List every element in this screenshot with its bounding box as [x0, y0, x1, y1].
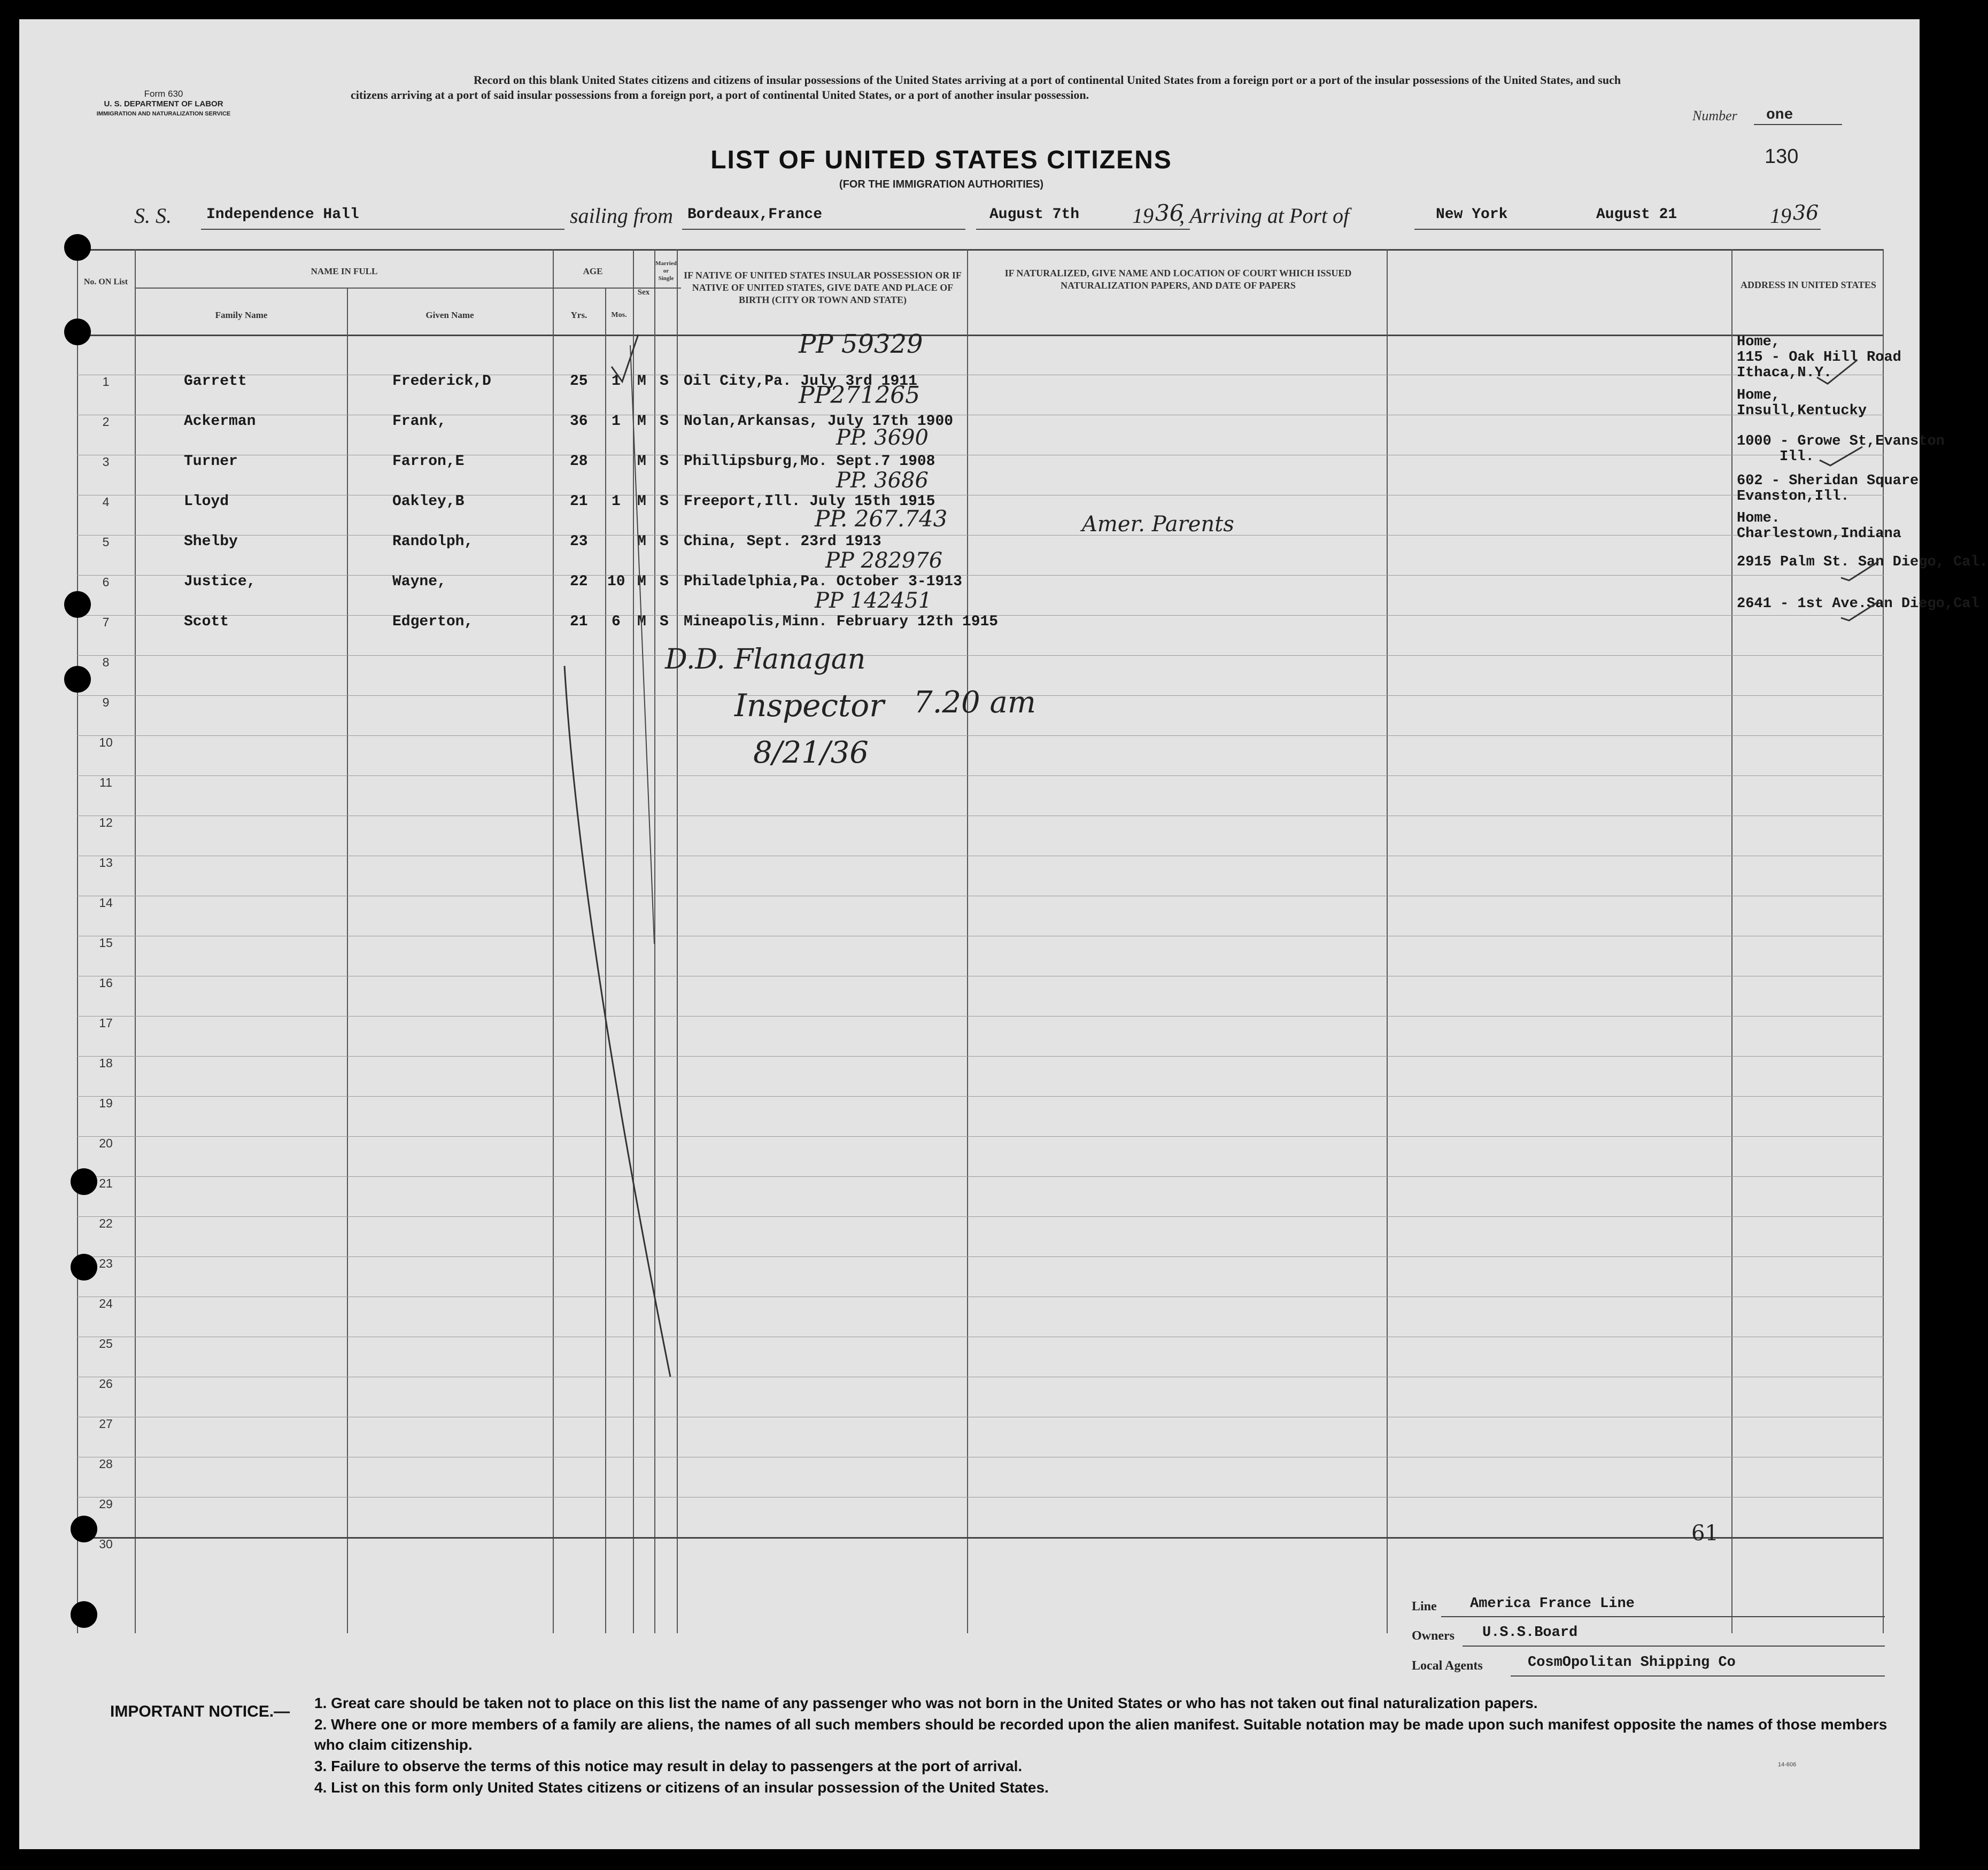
agents-value: CosmOpolitan Shipping Co: [1528, 1655, 1736, 1671]
passenger-age-months: 10: [607, 573, 625, 590]
passenger-age-months: 1: [612, 413, 621, 430]
address-line: Insull,Kentucky: [1737, 403, 1867, 419]
row-number: 23: [99, 1256, 113, 1270]
header-months: Mos.: [611, 311, 627, 319]
passenger-birth: Nolan,Arkansas, July 17th 1900: [684, 413, 954, 430]
row-number: 18: [99, 1056, 113, 1070]
line-label: Line: [1412, 1600, 1437, 1613]
header-married-single: Married or Single: [655, 260, 677, 282]
passenger-marital-status: S: [660, 413, 669, 430]
passenger-age-years: 21: [570, 493, 588, 510]
passenger-age-years: 28: [570, 453, 588, 470]
row-number: 27: [99, 1417, 113, 1431]
page-title: LIST OF UNITED STATES CITIZENS: [710, 146, 1172, 174]
address-line: Evanston,Ill.: [1737, 488, 1850, 505]
inspector-signature: D.D. Flanagan: [665, 643, 866, 676]
row-number: 24: [99, 1297, 113, 1310]
passport-annotation: PP. 3690: [836, 425, 929, 450]
passenger-age-years: 21: [570, 614, 588, 630]
passenger-sex: M: [637, 413, 646, 430]
header-birth-place: IF NATIVE OF UNITED STATES INSULAR POSSESSION OR IF NATIVE OF UNITED STATES, GIVE DATE AND PLACE OF BIRTH (CITY OR TOWN AND STATE): [684, 270, 962, 305]
passenger-sex: M: [637, 614, 646, 630]
row-number: 10: [99, 735, 113, 749]
passenger-age-months: 6: [612, 614, 621, 630]
arrival-date-underline: [1591, 229, 1821, 230]
passenger-age-months: 1: [612, 493, 621, 510]
address-line: 2915 Palm St. San Diego, Cal.: [1737, 554, 1988, 570]
check-mark-icon: [1820, 447, 1862, 465]
passenger-sex: M: [637, 453, 646, 470]
sail-date: August 7th: [989, 206, 1080, 223]
row-number: 3: [102, 455, 110, 469]
passenger-sex: M: [637, 573, 646, 590]
address-line: Home,: [1737, 334, 1781, 350]
preamble-text: Record on this blank United States citizens and citizens of insular possessions of the United States arriving at a port of continental United States from a foreign port or a port of the insular possessions of the United States, and such citizens arriving at a port of said insular possessions from a foreign port, a port of continental United States, or a port of another insular possession.: [351, 73, 1621, 102]
row-number: 8: [102, 655, 110, 669]
ship-underline: [201, 229, 564, 230]
service-name: IMMIGRATION AND NATURALIZATION SERVICE: [96, 111, 231, 117]
header-naturalization: IF NATURALIZED, GIVE NAME AND LOCATION OF COURT WHICH ISSUED NATURALIZATION PAPERS, AND DATE OF PAPERS: [1004, 268, 1352, 291]
notice-heading: IMPORTANT NOTICE.—: [110, 1703, 290, 1720]
address-line: 2641 - 1st Ave.San Diego,Cal: [1737, 596, 1979, 612]
agents-underline: [1511, 1675, 1885, 1677]
passport-annotation: PP 59329: [799, 329, 923, 359]
passenger-family-name: Turner: [184, 453, 238, 470]
punch-hole: [71, 1254, 97, 1281]
passport-annotation: PP 282976: [825, 548, 943, 573]
sail-year-prefix: 19: [1132, 204, 1154, 228]
address-line: Ill.: [1780, 449, 1814, 465]
passenger-age-years: 25: [570, 373, 588, 390]
agents-label: Local Agents: [1412, 1659, 1483, 1673]
row-number: 19: [99, 1096, 113, 1110]
punch-hole: [71, 1516, 97, 1542]
parents-annotation: Amer. Parents: [1082, 512, 1234, 537]
passport-annotation: PP271265: [799, 382, 920, 409]
header-age: AGE: [583, 266, 603, 276]
passenger-marital-status: S: [660, 533, 669, 550]
owners-value: U.S.S.Board: [1482, 1625, 1578, 1641]
address-line: Ithaca,N.Y.: [1737, 365, 1832, 381]
row-number: 1: [102, 375, 110, 389]
sailing-label: sailing from: [570, 204, 673, 228]
row-number: 7: [102, 615, 110, 629]
manifest-table: [77, 249, 1988, 1633]
header-name-in-full: NAME IN FULL: [311, 266, 378, 276]
passenger-marital-status: S: [660, 573, 669, 590]
origin-underline: [682, 229, 965, 230]
passenger-marital-status: S: [660, 373, 669, 390]
passenger-sex: M: [637, 373, 646, 390]
address-line: Home.: [1737, 510, 1781, 526]
header-no-on-list: No. ON List: [83, 277, 128, 286]
passenger-family-name: Ackerman: [184, 413, 256, 430]
arrival-year: 36: [1793, 201, 1819, 224]
passenger-age-years: 36: [570, 413, 588, 430]
address-line: 602 - Sheridan Square: [1737, 473, 1919, 489]
passenger-birth: Mineapolis,Minn. February 12th 1915: [684, 614, 999, 630]
check-mark-icon: [1841, 562, 1878, 580]
inspection-date: 8/21/36: [753, 735, 869, 770]
notice-item: 2. Where one or more members of a family are aliens, the names of all such members should be recorded upon the alien manifest. Suitable notation may be made upon such manifest opposite the names of those members who claim citizenship.: [314, 1716, 1888, 1753]
address-line: 1000 - Growe St,Evanston: [1737, 433, 1945, 449]
line-underline: [1441, 1616, 1885, 1617]
arrival-port: New York: [1436, 206, 1508, 223]
passenger-family-name: Shelby: [184, 533, 238, 550]
passenger-marital-status: S: [660, 493, 669, 510]
line-value: America France Line: [1470, 1596, 1635, 1612]
owners-underline: [1463, 1646, 1885, 1647]
row-number: 4: [102, 495, 110, 509]
header-address: ADDRESS IN UNITED STATES: [1741, 280, 1876, 290]
form-identification: [62, 89, 265, 119]
inspector-title: Inspector: [734, 687, 884, 724]
passenger-given-name: Frank,: [392, 413, 446, 430]
inspection-time: 7.20 am: [914, 685, 1036, 720]
print-code: 14-606: [1778, 1762, 1797, 1768]
arriving-label: , Arriving at Port of: [1179, 204, 1350, 228]
passenger-birth: Freeport,Ill. July 15th 1915: [684, 493, 935, 510]
passenger-birth: Oil City,Pa. July 3rd 1911: [684, 373, 917, 390]
department-name: U. S. DEPARTMENT OF LABOR: [104, 99, 223, 108]
passenger-sex: M: [637, 493, 646, 510]
pen-stroke: [564, 666, 670, 1377]
row-number: 13: [99, 856, 113, 870]
check-mark-icon: [1841, 602, 1878, 620]
check-mark-icon: [612, 335, 638, 382]
header-given-name: Given Name: [426, 310, 474, 320]
passenger-family-name: Scott: [184, 614, 229, 630]
punch-hole: [64, 234, 91, 261]
row-number: 9: [102, 695, 110, 709]
notice-item: 1. Great care should be taken not to place on this list the name of any passenger who was not born in the United States or who has not taken out final naturalization papers.: [314, 1695, 1538, 1711]
address-line: Home,: [1737, 387, 1781, 404]
row-number: 11: [99, 775, 112, 789]
manifest-sheet: [19, 19, 1988, 1849]
header-years: Yrs.: [570, 310, 587, 320]
arrival-date: August 21: [1596, 206, 1677, 223]
form-number: Form 630: [144, 89, 183, 99]
row-number: 5: [102, 535, 110, 549]
passport-annotation: PP 142451: [815, 588, 932, 613]
ship-name: Independence Hall: [206, 206, 359, 223]
row-number: 22: [99, 1216, 113, 1230]
number-label: Number: [1692, 108, 1737, 123]
passenger-given-name: Edgerton,: [392, 614, 474, 630]
row-number: 25: [99, 1337, 113, 1351]
notice-item: 3. Failure to observe the terms of this notice may result in delay to passengers at the port of arrival.: [314, 1758, 1023, 1774]
passenger-birth: Philadelphia,Pa. October 3-1913: [684, 573, 962, 590]
punch-hole: [64, 591, 91, 618]
row-number: 16: [99, 976, 113, 990]
passenger-marital-status: S: [660, 453, 669, 470]
notice-item: 4. List on this form only United States citizens or citizens of an insular possession of the United States.: [314, 1779, 1049, 1796]
number-underline: [1754, 124, 1842, 125]
passenger-birth: China, Sept. 23rd 1913: [684, 533, 881, 550]
page-subtitle: (FOR THE IMMIGRATION AUTHORITIES): [839, 179, 1044, 190]
passenger-given-name: Oakley,B: [392, 493, 465, 510]
address-line: 115 - Oak Hill Road: [1737, 350, 1901, 366]
header-sex: Sex: [637, 288, 650, 297]
row-number: 6: [102, 575, 110, 589]
pen-strokes: [77, 249, 1884, 1633]
origin-port: Bordeaux,France: [687, 206, 823, 223]
passport-annotation: PP. 3686: [836, 468, 929, 493]
row-number: 30: [99, 1537, 113, 1551]
punch-hole: [64, 666, 91, 693]
passenger-given-name: Frederick,D: [392, 373, 491, 390]
pen-stroke: [630, 345, 654, 944]
punch-hole: [71, 1601, 97, 1628]
passenger-family-name: Lloyd: [184, 493, 229, 510]
ss-label: S. S.: [134, 204, 172, 228]
punch-hole: [64, 319, 91, 345]
row-number: 14: [99, 896, 113, 910]
arrival-year-prefix: 19: [1770, 204, 1791, 228]
row-number: 17: [99, 1016, 113, 1030]
row-number: 28: [99, 1457, 113, 1471]
passenger-age-years: 22: [570, 573, 588, 590]
page-number: 130: [1765, 145, 1799, 168]
passenger-count: 61: [1691, 1521, 1719, 1546]
passenger-family-name: Justice,: [184, 573, 256, 590]
passport-annotation: PP. 267.743: [815, 506, 948, 532]
passenger-age-years: 23: [570, 533, 588, 550]
passenger-sex: M: [637, 533, 646, 550]
sail-date-underline: [976, 229, 1190, 230]
row-number: 2: [102, 415, 110, 429]
address-line: Charlestown,Indiana: [1737, 526, 1901, 542]
owners-label: Owners: [1412, 1629, 1455, 1643]
passenger-marital-status: S: [660, 614, 669, 630]
passenger-family-name: Garrett: [184, 373, 247, 390]
header-family-name: Family Name: [215, 310, 268, 320]
punch-hole: [71, 1168, 97, 1195]
passenger-given-name: Farron,E: [392, 453, 465, 470]
row-number: 20: [99, 1136, 113, 1150]
check-mark-icon: [1817, 360, 1857, 384]
sail-year: 36: [1155, 200, 1184, 226]
passenger-birth: Phillipsburg,Mo. Sept.7 1908: [684, 453, 935, 470]
row-number: 15: [99, 936, 113, 950]
row-number: 29: [99, 1497, 113, 1511]
passenger-given-name: Wayne,: [392, 573, 446, 590]
row-number: 21: [99, 1176, 113, 1190]
passenger-given-name: Randolph,: [392, 533, 474, 550]
row-number: 12: [99, 816, 113, 829]
port-underline: [1414, 229, 1591, 230]
passenger-age-months: 1: [612, 373, 621, 390]
row-number: 26: [99, 1377, 113, 1391]
number-value: one: [1766, 107, 1793, 123]
